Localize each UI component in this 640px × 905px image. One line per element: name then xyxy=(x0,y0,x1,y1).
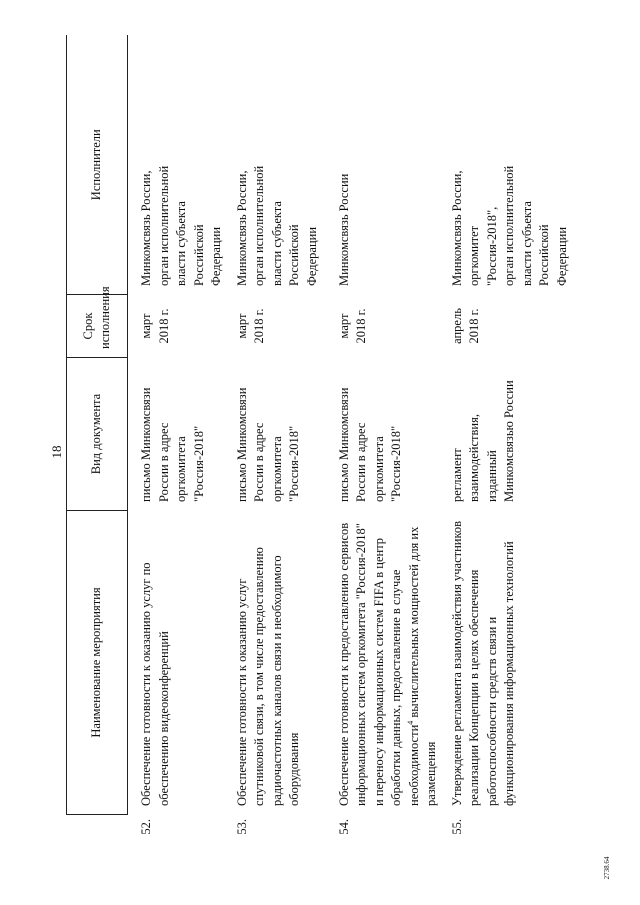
executors: Минкомсвязь России, оргкомитет "Россия-2018", орган исполнительной власти субъекта Российской Федерации xyxy=(449,36,580,295)
executors: Минкомсвязь России xyxy=(336,36,449,295)
executors: Минкомсвязь России, орган исполнительной власти субъекта Российской Федерации xyxy=(234,36,336,295)
table-row xyxy=(449,36,580,856)
document-kind: письмо Минкомсвязи России в адрес оргкомитета "Россия-2018" xyxy=(336,358,449,511)
deadline: март 2018 г. xyxy=(234,295,336,358)
header-event-name: Наименование мероприятия xyxy=(67,511,128,815)
event-name: Обеспечение готовности к оказанию услуг спутниковой связи, в том числе предоставлению радиочастотных каналов связи и необходимого оборудования xyxy=(234,511,336,815)
event-name-tail: вычислительных мощностей для их размещения xyxy=(406,526,438,806)
row-number: 52. xyxy=(128,815,234,856)
table-row xyxy=(336,36,449,856)
row-number: 53. xyxy=(234,815,336,856)
table-header-row xyxy=(67,36,128,856)
deadline: март 2018 г. xyxy=(128,295,234,358)
header-deadline: Срок исполнения xyxy=(67,295,128,358)
event-name xyxy=(336,511,449,815)
header-number xyxy=(67,815,128,856)
events-table xyxy=(66,36,579,857)
rotated-table-container xyxy=(66,36,569,856)
event-name-text: Обеспечение готовности к предоставлению сервисов информационных систем оргкомитета "Россия-2018" и переносу информационных систем FIFA в центр обработки данных, предоставление в случае необходимости xyxy=(336,522,421,806)
event-name: Утверждение регламента взаимодействия участников реализации Концепции в целях обеспечения работоспособности средств связи и функционирования информационных технологий xyxy=(449,511,580,815)
event-name: Обеспечение готовности к оказанию услуг по обеспечению видеоконференций xyxy=(128,511,234,815)
document-kind: письмо Минкомсвязи России в адрес оргкомитета "Россия-2018" xyxy=(234,358,336,511)
document-kind: письмо Минкомсвязи России в адрес оргкомитета "Россия-2018" xyxy=(128,358,234,511)
document-kind: регламент взаимодействия, изданный Минкомсвязью России xyxy=(449,358,580,511)
page-number: 18 xyxy=(49,445,64,459)
row-number: 54. xyxy=(336,815,449,856)
deadline: апрель 2018 г. xyxy=(449,295,580,358)
document-id: 2738.64 xyxy=(603,856,611,880)
footnote-marker: 4 xyxy=(405,720,415,725)
row-number: 55. xyxy=(449,815,580,856)
header-executors: Исполнители xyxy=(67,36,128,295)
header-document-kind: Вид документа xyxy=(67,358,128,511)
deadline: март 2018 г. xyxy=(336,295,449,358)
table-row xyxy=(234,36,336,856)
table-row xyxy=(128,36,234,856)
executors: Минкомсвязь России, орган исполнительной власти субъекта Российской Федерации xyxy=(128,36,234,295)
